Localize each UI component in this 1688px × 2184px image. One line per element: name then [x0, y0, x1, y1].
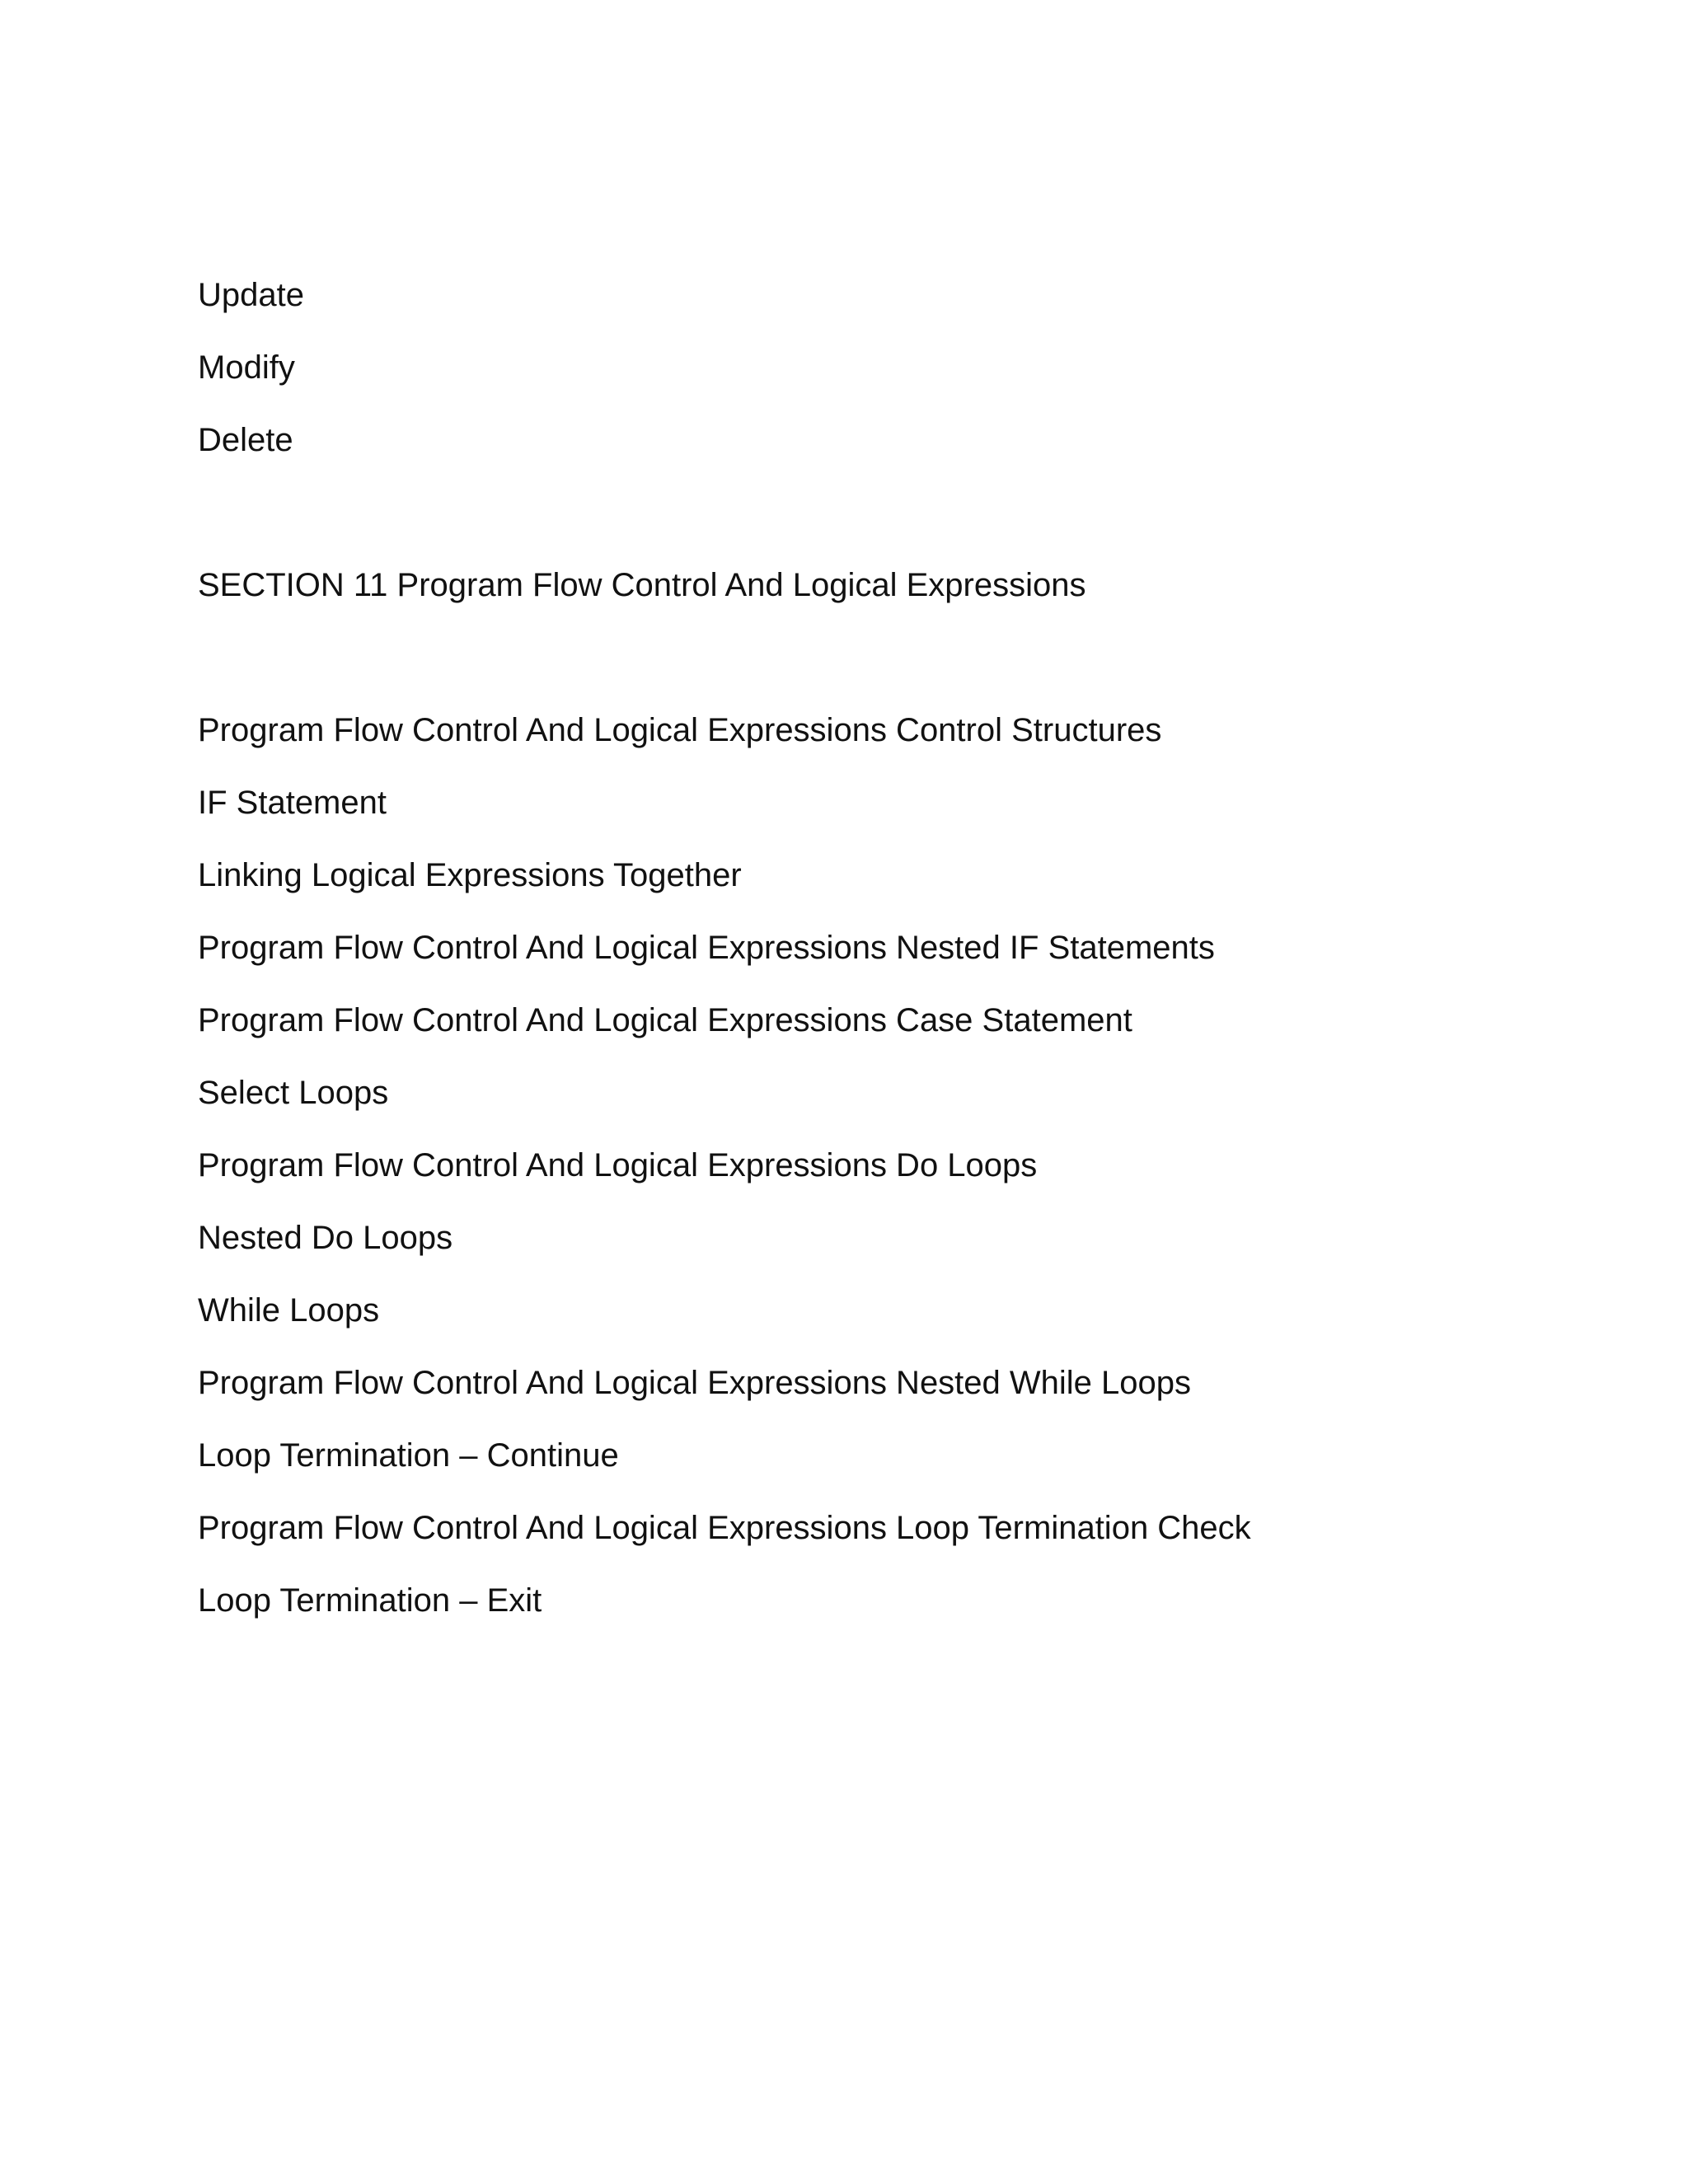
blank-line: [198, 485, 1599, 557]
topic-item: Program Flow Control And Logical Expressions Case Statement: [198, 1002, 1132, 1038]
text-line-update: Update: [198, 277, 304, 313]
text-line-delete: Delete: [198, 422, 293, 458]
topic-item: Program Flow Control And Logical Expressions Nested While Loops: [198, 1365, 1192, 1401]
blank-line: [198, 630, 1599, 702]
topic-item: Select Loops: [198, 1075, 389, 1111]
text-line-modify: Modify: [198, 349, 295, 386]
topic-item: Linking Logical Expressions Together: [198, 857, 742, 893]
topic-item: Nested Do Loops: [198, 1220, 453, 1256]
topic-item: Program Flow Control And Logical Expressions Loop Termination Check: [198, 1510, 1251, 1546]
topic-item: While Loops: [198, 1292, 380, 1329]
topic-item: Program Flow Control And Logical Expressions Nested IF Statements: [198, 930, 1215, 966]
topic-item: IF Statement: [198, 785, 387, 821]
topic-item: Program Flow Control And Logical Expressions Do Loops: [198, 1147, 1038, 1183]
document-content: [198, 267, 1599, 1645]
topic-item: Program Flow Control And Logical Expressions Control Structures: [198, 712, 1162, 748]
topic-item: Loop Termination – Continue: [198, 1437, 619, 1474]
section-heading: SECTION 11 Program Flow Control And Logical Expressions: [198, 567, 1086, 603]
topic-item: Loop Termination – Exit: [198, 1582, 542, 1619]
